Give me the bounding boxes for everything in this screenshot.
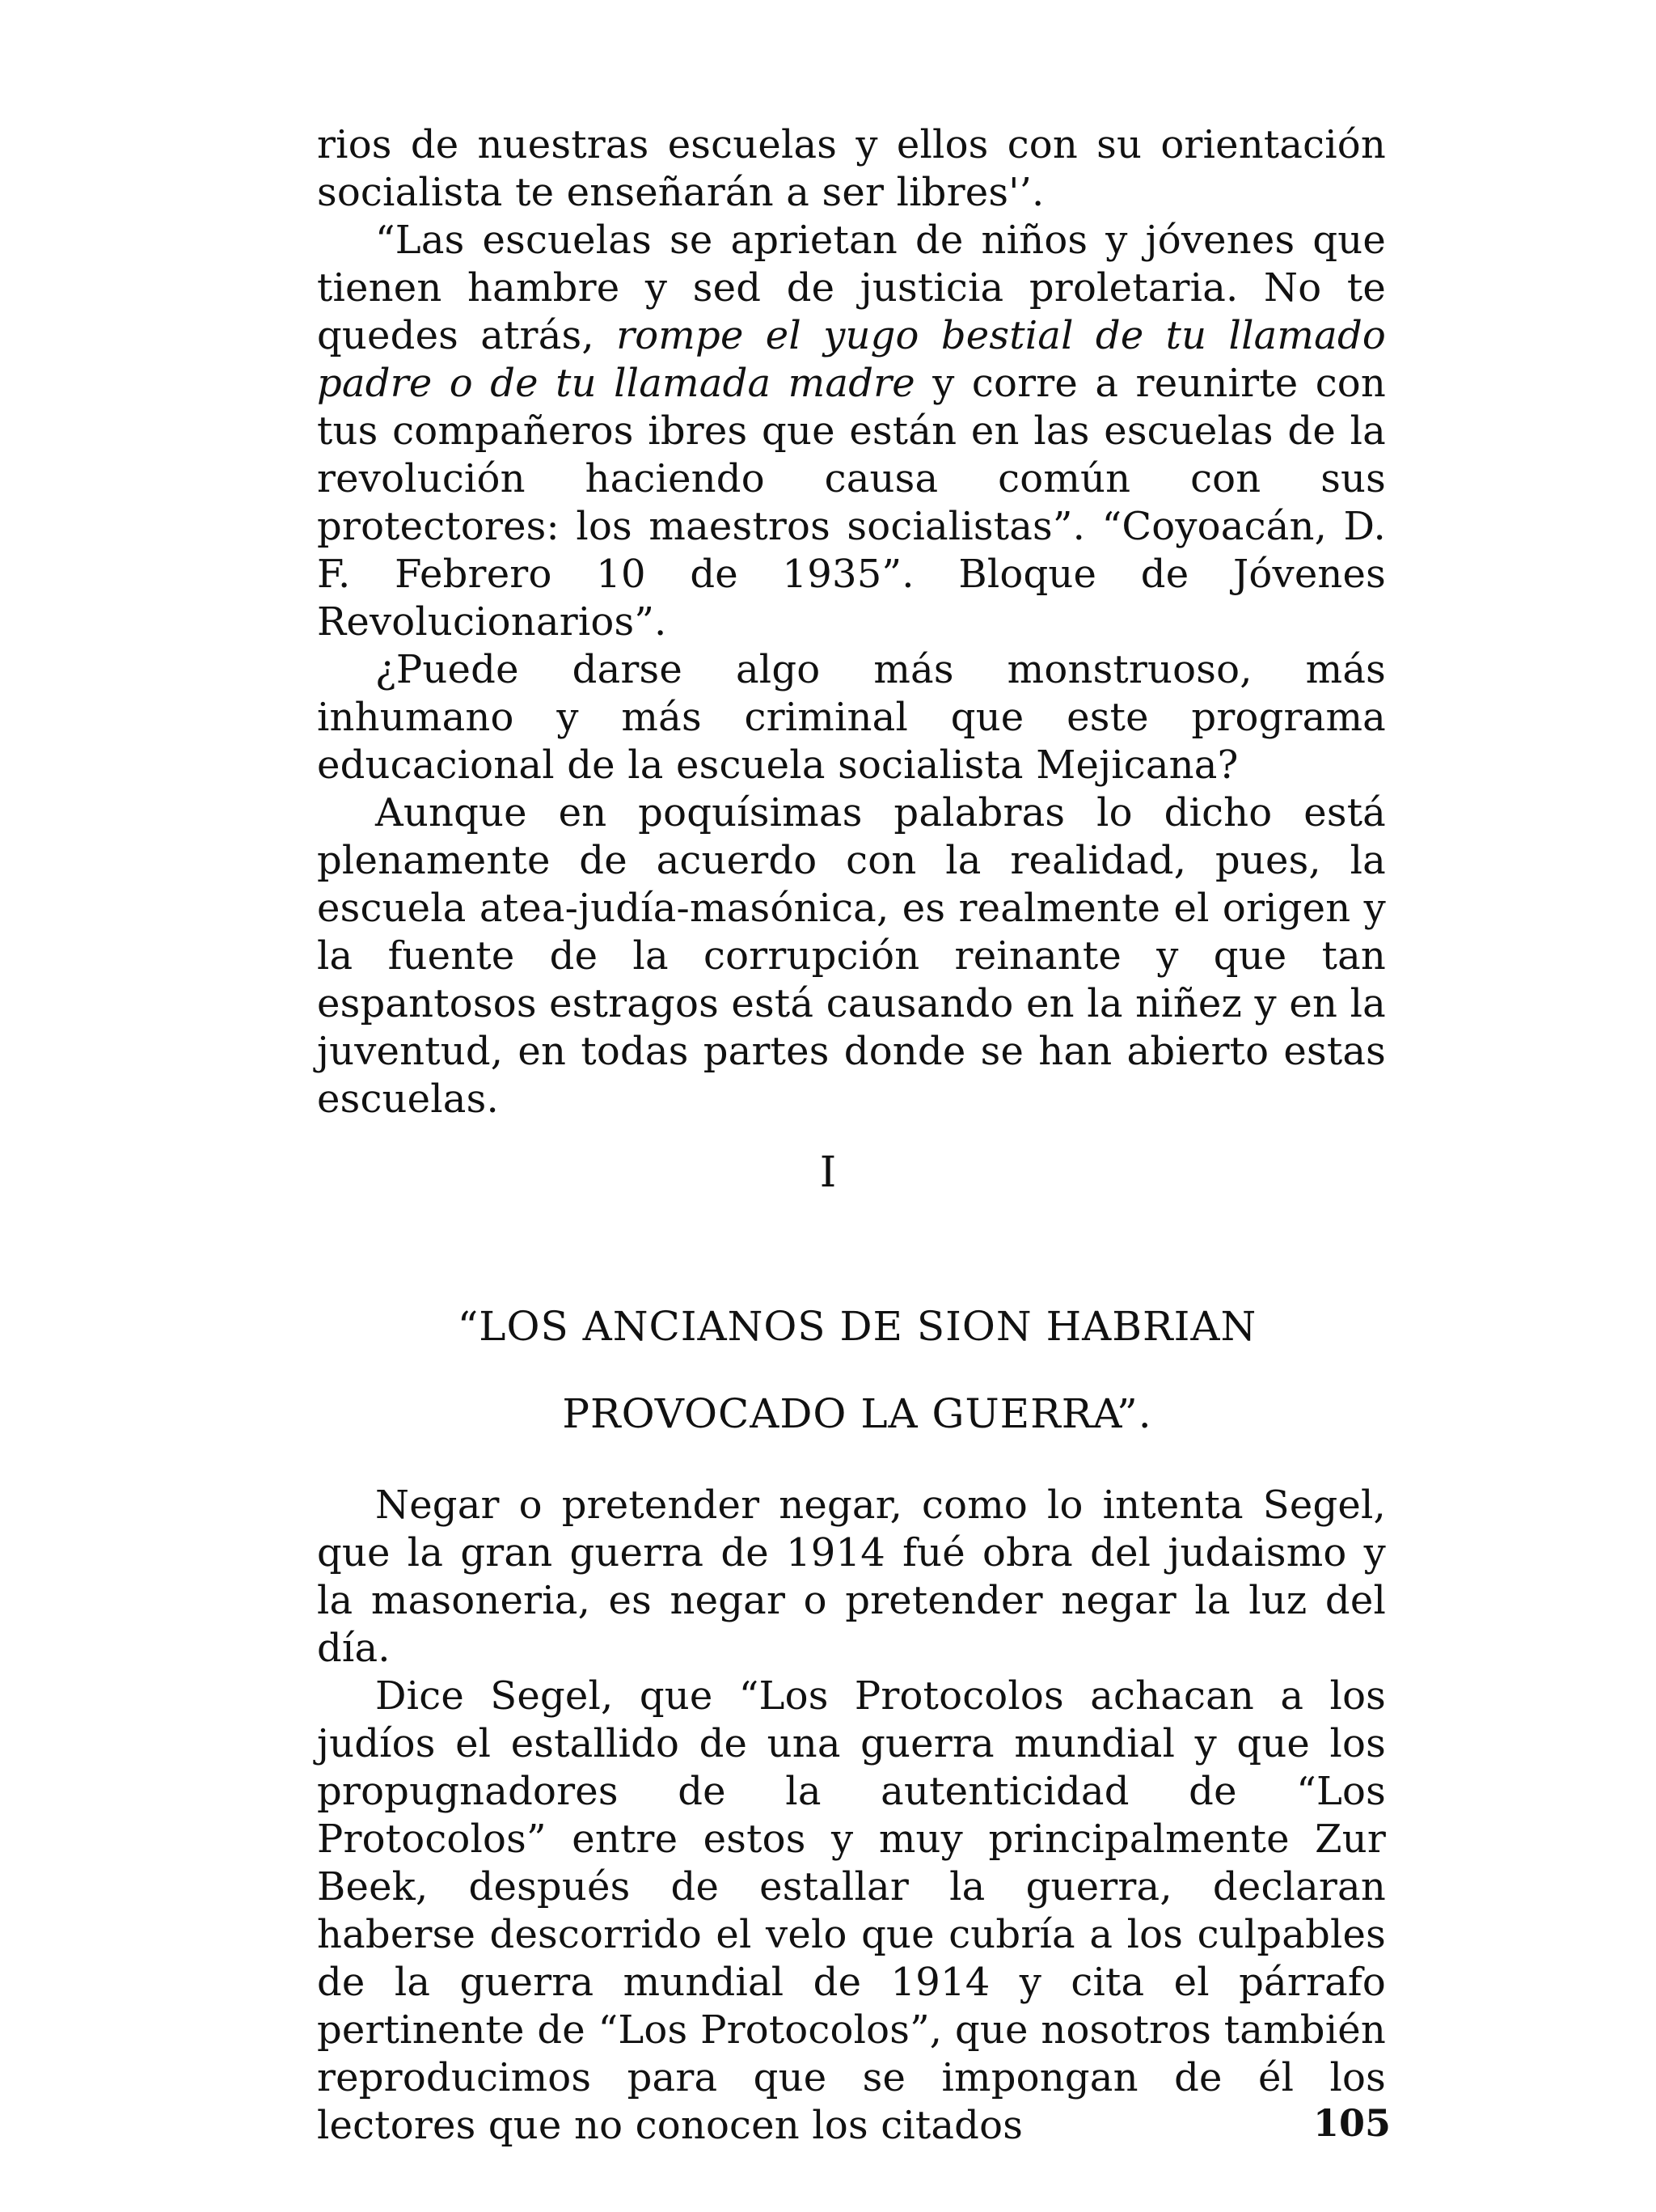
quote-text-italic: rompe el yugo bestial de tu llamado padre o de tu llamada madre <box>317 313 1386 406</box>
quote-text-start: “Las escuelas se aprietan de niños y jóvenes que tienen hambre y sed de justicia proletaria. No te quedes atrás, <box>317 218 1386 358</box>
paragraph-continued: rios de nuestras escuelas y ellos con su orientación socialista te enseñarán a ser libres'’. <box>317 122 1386 215</box>
chapter-title-line-2: PROVOCADO LA GUERRA”. <box>562 1390 1152 1437</box>
page-number: 105 <box>1312 2101 1391 2145</box>
paragraph-denial: Negar o pretender negar, como lo intenta Segel, que la gran guerra de 1914 fué obra del judaismo y la masoneria, es negar o pretender negar la luz del día. <box>317 1482 1386 1671</box>
chapter-title-line-1: “LOS ANCIANOS DE SION HABRIAN <box>457 1303 1257 1350</box>
paragraph-question: ¿Puede darse algo más monstruoso, más inhumano y más criminal que este programa educacional de la escuela socialista Mejicana? <box>317 647 1386 788</box>
paragraph-quote-manifesto <box>317 217 1386 646</box>
section-number: I <box>819 1148 837 1197</box>
top-text-block <box>317 121 1386 1123</box>
bottom-text-block <box>317 1482 1386 2150</box>
quote-text-end: y corre a reunirte con tus compañeros ibres que están en las escuelas de la revolución haciendo causa común con sus protectores: los maestros socialistas”. “Coyoacán, D. F. Febrero 10 de 1935”. Bloque de Jóvenes Revolucionarios”. <box>317 361 1386 645</box>
paragraph-segel: Dice Segel, que “Los Protocolos achacan a los judíos el estallido de una guerra mundial y que los propugnadores de la autenticidad de “Los Protocolos” entre estos y muy principalmente Zur Beek, después de estallar la guerra, declaran haberse descorrido el velo que cubría a los culpables de la guerra mundial de 1914 y cita el párrafo pertinente de “Los Protocolos”, que nosotros también reproducimos para que se impongan de él los lectores que no conocen los citados <box>317 1673 1386 2148</box>
paragraph-conclusion: Aunque en poquísimas palabras lo dicho está plenamente de acuerdo con la realidad, pues, la escuela atea-judía-masónica, es realmente el origen y la fuente de la corrupción reinante y que tan espantosos estragos está causando en la niñez y en la juventud, en todas partes donde se han abierto estas escuelas. <box>317 790 1386 1122</box>
